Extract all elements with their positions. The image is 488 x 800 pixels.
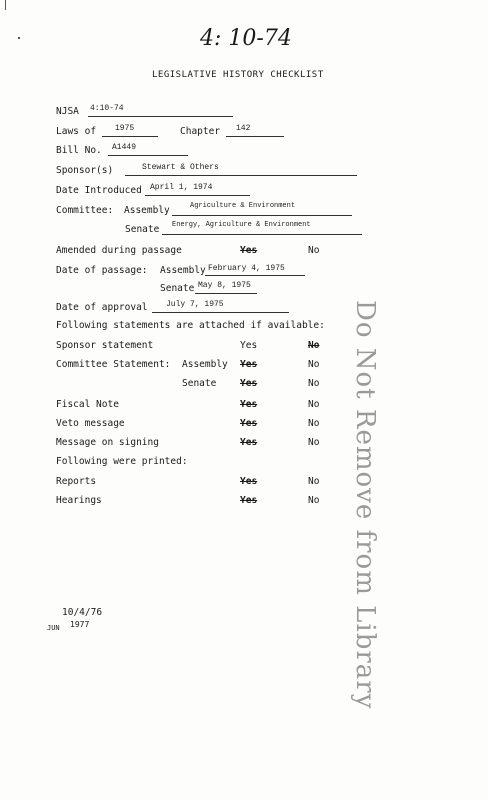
reports-label: Reports bbox=[56, 476, 97, 487]
scan-dot bbox=[18, 37, 20, 39]
fiscal-note-label: Fiscal Note bbox=[56, 399, 119, 410]
approval-label: Date of approval bbox=[56, 302, 148, 313]
committee-assembly-label: Assembly bbox=[124, 205, 170, 216]
date-introduced-label: Date Introduced bbox=[56, 185, 142, 196]
amended-yes: Yes bbox=[240, 245, 258, 256]
footer-date: 10/4/76 bbox=[62, 607, 103, 618]
veto-message-yes: Yes bbox=[240, 418, 258, 429]
message-signing-no: No bbox=[308, 437, 320, 448]
passage-senate-value: May 8, 1975 bbox=[198, 281, 251, 290]
njsa-value: 4:10-74 bbox=[90, 104, 124, 113]
passage-assembly-value: February 4, 1975 bbox=[208, 264, 285, 273]
bill-label: Bill No. bbox=[56, 145, 102, 156]
reports-yes: Yes bbox=[240, 476, 258, 487]
page-title: LEGISLATIVE HISTORY CHECKLIST bbox=[152, 70, 324, 80]
sponsor-statement-no: No bbox=[308, 340, 320, 351]
hearings-label: Hearings bbox=[56, 495, 102, 506]
veto-message-label: Veto message bbox=[56, 418, 125, 429]
committee-statement-senate-yes: Yes bbox=[240, 378, 258, 389]
footer-year: 1977 bbox=[70, 620, 90, 629]
reports-no: No bbox=[308, 476, 320, 487]
chapter-label: Chapter bbox=[180, 126, 221, 137]
hearings-no: No bbox=[308, 495, 320, 506]
passage-assembly-label: Assembly bbox=[160, 265, 206, 276]
footer-month: JUN bbox=[47, 624, 60, 632]
sponsor-statement-yes: Yes bbox=[240, 340, 258, 351]
committee-statement-senate-label: Senate bbox=[182, 378, 217, 389]
sponsor-value: Stewart & Others bbox=[142, 163, 219, 172]
committee-statement-assembly-yes: Yes bbox=[240, 359, 258, 370]
chapter-value: 142 bbox=[236, 124, 251, 133]
attached-heading: Following statements are attached if available: bbox=[56, 320, 325, 331]
sponsor-statement-label: Sponsor statement bbox=[56, 340, 154, 351]
chapter-line bbox=[226, 126, 284, 137]
bill-value: A1449 bbox=[112, 143, 137, 152]
veto-message-no: No bbox=[308, 418, 320, 429]
committee-statement-label: Committee Statement: bbox=[56, 359, 171, 370]
handwritten-number: 4: 10-74 bbox=[200, 26, 292, 51]
committee-statement-senate-no: No bbox=[308, 378, 320, 389]
committee-assembly-value: Agriculture & Environment bbox=[190, 202, 296, 210]
fiscal-note-no: No bbox=[308, 399, 320, 410]
committee-senate-label: Senate bbox=[125, 224, 160, 235]
passage-senate-label: Senate bbox=[160, 283, 195, 294]
committee-label: Committee: bbox=[56, 205, 114, 216]
message-signing-label: Message on signing bbox=[56, 437, 159, 448]
message-signing-yes: Yes bbox=[240, 437, 258, 448]
committee-statement-assembly-no: No bbox=[308, 359, 320, 370]
laws-label: Laws of bbox=[56, 126, 97, 137]
library-stamp: Do Not Remove from Library bbox=[350, 300, 380, 710]
njsa-label: NJSA bbox=[56, 106, 79, 117]
committee-senate-value: Energy, Agriculture & Environment bbox=[172, 221, 311, 229]
amended-no: No bbox=[308, 245, 320, 256]
printed-heading: Following were printed: bbox=[56, 456, 188, 467]
hearings-yes: Yes bbox=[240, 495, 258, 506]
sponsor-label: Sponsor(s) bbox=[56, 165, 114, 176]
date-introduced-value: April 1, 1974 bbox=[150, 183, 213, 192]
approval-value: July 7, 1975 bbox=[166, 300, 224, 309]
laws-value: 1975 bbox=[115, 124, 135, 133]
committee-statement-assembly-label: Assembly bbox=[182, 359, 228, 370]
passage-label: Date of passage: bbox=[56, 265, 148, 276]
scan-mark bbox=[5, 0, 6, 10]
fiscal-note-yes: Yes bbox=[240, 399, 258, 410]
amended-label: Amended during passage bbox=[56, 245, 182, 256]
